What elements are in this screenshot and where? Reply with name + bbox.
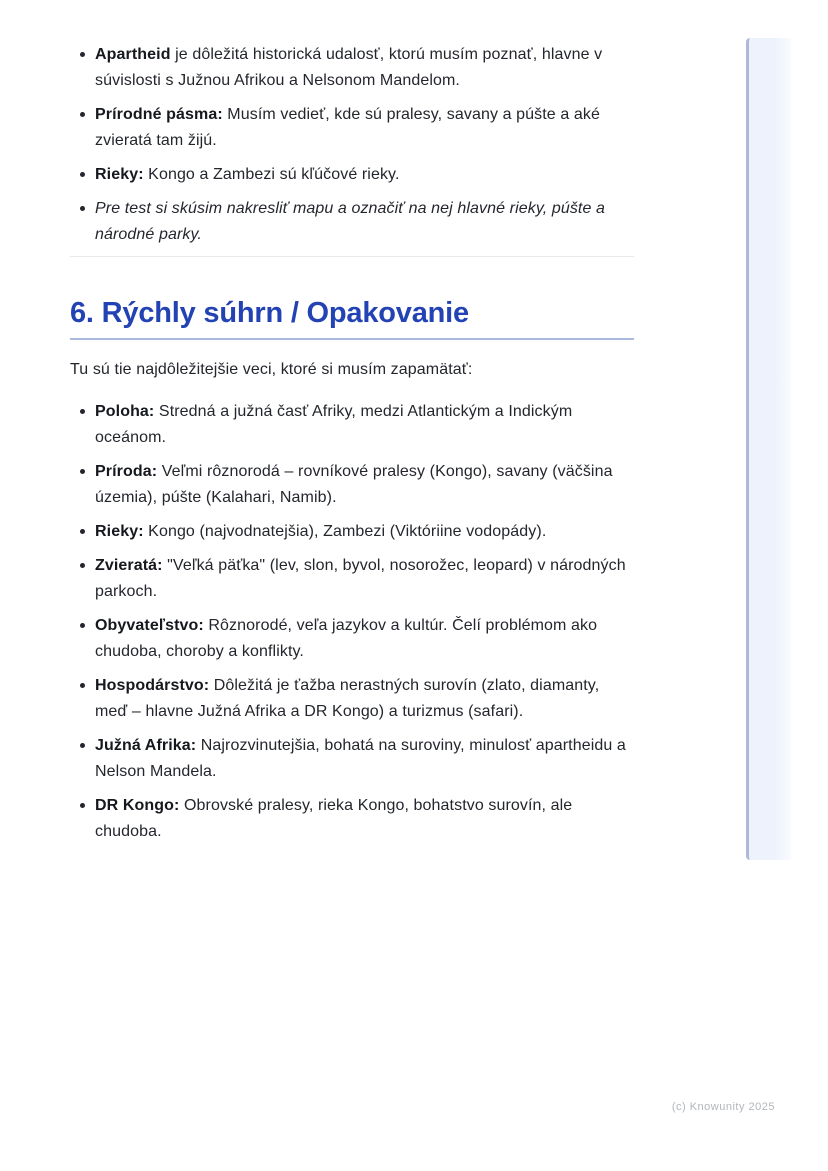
document-page <box>70 0 634 853</box>
bullet-lead: Rieky: <box>95 523 144 540</box>
bullet-item <box>70 793 634 845</box>
bullet-text: Stredná a južná časť Afriky, medzi Atlantickým a Indickým oceánom. <box>95 403 573 446</box>
bullet-item <box>70 399 634 451</box>
next-page-edge <box>746 38 791 860</box>
bullet-lead: Apartheid <box>95 46 171 63</box>
bullet-lead: Rieky: <box>95 166 144 183</box>
notes-bullet-list <box>70 42 634 248</box>
bullet-lead: Príroda: <box>95 463 158 480</box>
bullet-lead: Prírodné pásma: <box>95 106 223 123</box>
bullet-item <box>70 102 634 154</box>
bullet-item <box>70 553 634 605</box>
section-divider <box>70 256 634 257</box>
bullet-lead: Poloha: <box>95 403 155 420</box>
bullet-lead: Zvieratá: <box>95 557 163 574</box>
bullet-text: Musím vedieť, kde sú pralesy, savany a púšte a aké zvieratá tam žijú. <box>95 106 600 149</box>
bullet-lead: Obyvateľstvo: <box>95 617 204 634</box>
bullet-text: Dôležitá je ťažba nerastných surovín (zlato, diamanty, meď – hlavne Južná Afrika a DR Kongo) a turizmus (safari). <box>95 677 600 720</box>
bullet-text: Kongo a Zambezi sú kľúčové rieky. <box>143 166 400 183</box>
bullet-item <box>70 519 634 545</box>
intro-paragraph: Tu sú tie najdôležitejšie veci, ktoré si musím zapamätať: <box>70 361 473 378</box>
bullet-item <box>70 733 634 785</box>
bullet-text: Veľmi rôznorodá – rovníkové pralesy (Kongo), savany (väčšina územia), púšte (Kalahari, Namib). <box>95 463 613 506</box>
bullet-text: Pre test si skúsim nakresliť mapu a označiť na nej hlavné rieky, púšte a národné parky. <box>95 200 606 243</box>
bullet-text: Rôznorodé, veľa jazykov a kultúr. Čelí problémom ako chudoba, choroby a konflikty. <box>95 617 598 660</box>
bullet-lead: DR Kongo: <box>95 797 180 814</box>
bullet-text: je dôležitá historická udalosť, ktorú musím poznať, hlavne v súvislosti s Južnou Afrikou a Nelsonom Mandelom. <box>95 46 603 89</box>
bullet-text: "Veľká päťka" (lev, slon, byvol, nosorožec, leopard) v národných parkoch. <box>95 557 626 600</box>
bullet-text: Obrovské pralesy, rieka Kongo, bohatstvo surovín, ale chudoba. <box>95 797 573 840</box>
bullet-text: Najrozvinutejšia, bohatá na suroviny, minulosť apartheidu a Nelson Mandela. <box>95 737 626 780</box>
bullet-item <box>70 162 634 188</box>
bullet-item <box>70 613 634 665</box>
section-heading: 6. Rýchly súhrn / Opakovanie <box>70 296 634 340</box>
bullet-item <box>70 42 634 94</box>
bullet-item <box>70 673 634 725</box>
bullet-text: Kongo (najvodnatejšia), Zambezi (Viktóriine vodopády). <box>143 523 547 540</box>
copyright-notice: (c) Knowunity 2025 <box>671 1101 775 1113</box>
bullet-lead: Južná Afrika: <box>95 737 197 754</box>
summary-bullet-list <box>70 399 634 845</box>
bullet-item <box>70 459 634 511</box>
bullet-item-note <box>70 196 634 248</box>
bullet-lead: Hospodárstvo: <box>95 677 210 694</box>
